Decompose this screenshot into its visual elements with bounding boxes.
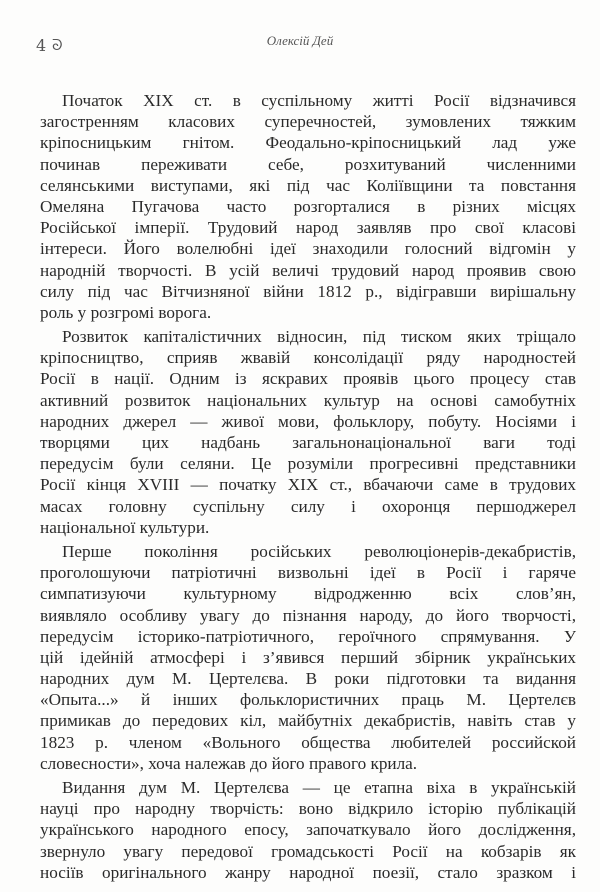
page-number: 4 bbox=[36, 36, 47, 55]
text-line: кріпосництво, сприяв жвавій консолідації ряду народностей bbox=[40, 348, 576, 368]
text-line: Омеляна Пугачова часто розгорталися в різних місцях bbox=[40, 196, 576, 216]
paragraph bbox=[40, 90, 576, 323]
text-line: примикав до передових кіл, майбутніх декабристів, навіть став у bbox=[40, 711, 576, 731]
paragraph bbox=[40, 326, 576, 538]
text-line: «Опыта...» й інших фольклористичних праць М. Цертелєв bbox=[40, 690, 576, 710]
body-text bbox=[40, 90, 576, 886]
text-line: масах головну суспільну силу і охоронця першоджерел bbox=[40, 496, 576, 516]
text-line: творцями цих надбань загальнонаціональної ваги тоді bbox=[40, 433, 576, 452]
text-line: цій ідейній атмосфері і з’явився перший збірник українських bbox=[40, 647, 576, 667]
paragraph bbox=[40, 777, 576, 883]
ornament-icon: ᘐ bbox=[52, 36, 63, 54]
text-line: Видання дум М. Цертелєва — це етапна віха в українській bbox=[62, 778, 576, 797]
text-line: передусім історико-патріотичного, героїчного спрямування. У bbox=[40, 626, 576, 646]
text-line: науці про народну творчість: воно відкрило історію публікацій bbox=[40, 799, 576, 819]
text-line: народній творчості. В усій величі трудовий народ проявив свою bbox=[40, 260, 576, 280]
text-line: загостренням класових суперечностей, зумовлених тяжким bbox=[40, 112, 576, 132]
paragraph bbox=[40, 541, 576, 774]
text-line: Росії в нації. Одним із яскравих проявів цього процесу став bbox=[40, 369, 576, 389]
text-line: українського народного епосу, започаткувало його дослідження, bbox=[40, 820, 576, 840]
text-line: звернуло увагу передової громадськості Росії на кобзарів як bbox=[40, 841, 576, 861]
text-line: народних дум М. Цертелєва. В роки підготовки та видання bbox=[40, 669, 576, 689]
text-line: 1823 р. членом «Вольного общества любителей российской bbox=[40, 732, 576, 752]
text-line: кріпосницьким гнітом. Феодально-кріпосницький лад уже bbox=[40, 133, 576, 153]
text-line: Початок XIX ст. в суспільному житті Росії відзначився bbox=[62, 91, 576, 110]
text-line: силу під час Вітчизняної війни 1812 р., відігравши вирішальну bbox=[40, 281, 576, 301]
text-line: Російської імперії. Трудовий народ заявляв про свої класові bbox=[40, 218, 576, 238]
running-title: Олексій Дей bbox=[266, 33, 334, 48]
text-line: інтереси. Його волелюбні ідеї знаходили голосний відгомін у bbox=[40, 239, 576, 259]
text-line: селянськими виступами, які під час Коліївщини та повстання bbox=[40, 175, 576, 195]
text-line: симпатизуючи культурному відродженню всіх слов’ян, bbox=[40, 584, 576, 604]
text-line: словесности», хоча належав до його правого крила. bbox=[40, 753, 418, 773]
text-line: починав переживати себе, розхитуваний численними bbox=[40, 154, 576, 174]
text-line: виявляло особливу увагу до пізнання народу, до його творчості, bbox=[40, 605, 576, 625]
text-line: роль у розгромі ворога. bbox=[40, 302, 212, 322]
text-line: національної культури. bbox=[40, 517, 210, 537]
text-line: Розвиток капіталістичних відносин, під тиском яких тріщало bbox=[62, 327, 576, 347]
text-line: народних джерел — живої мови, фольклору, побуту. Носіями і bbox=[40, 411, 576, 431]
text-line: Перше покоління російських революціонерів-декабристів, bbox=[62, 541, 576, 561]
text-line: носіїв оригінального жанру народної поезії, стало зразком і bbox=[40, 862, 576, 882]
text-line: проголошуючи патріотичні визвольні ідеї в Росії і гаряче bbox=[40, 563, 576, 583]
text-line: активний розвиток національних культур на основі самобутніх bbox=[40, 390, 576, 410]
text-line: Росії кінця XVIII — початку XIX ст., вбачаючи саме в трудових bbox=[40, 475, 576, 495]
text-line: передусім були селяни. Це розуміли прогресивні представники bbox=[40, 454, 576, 474]
